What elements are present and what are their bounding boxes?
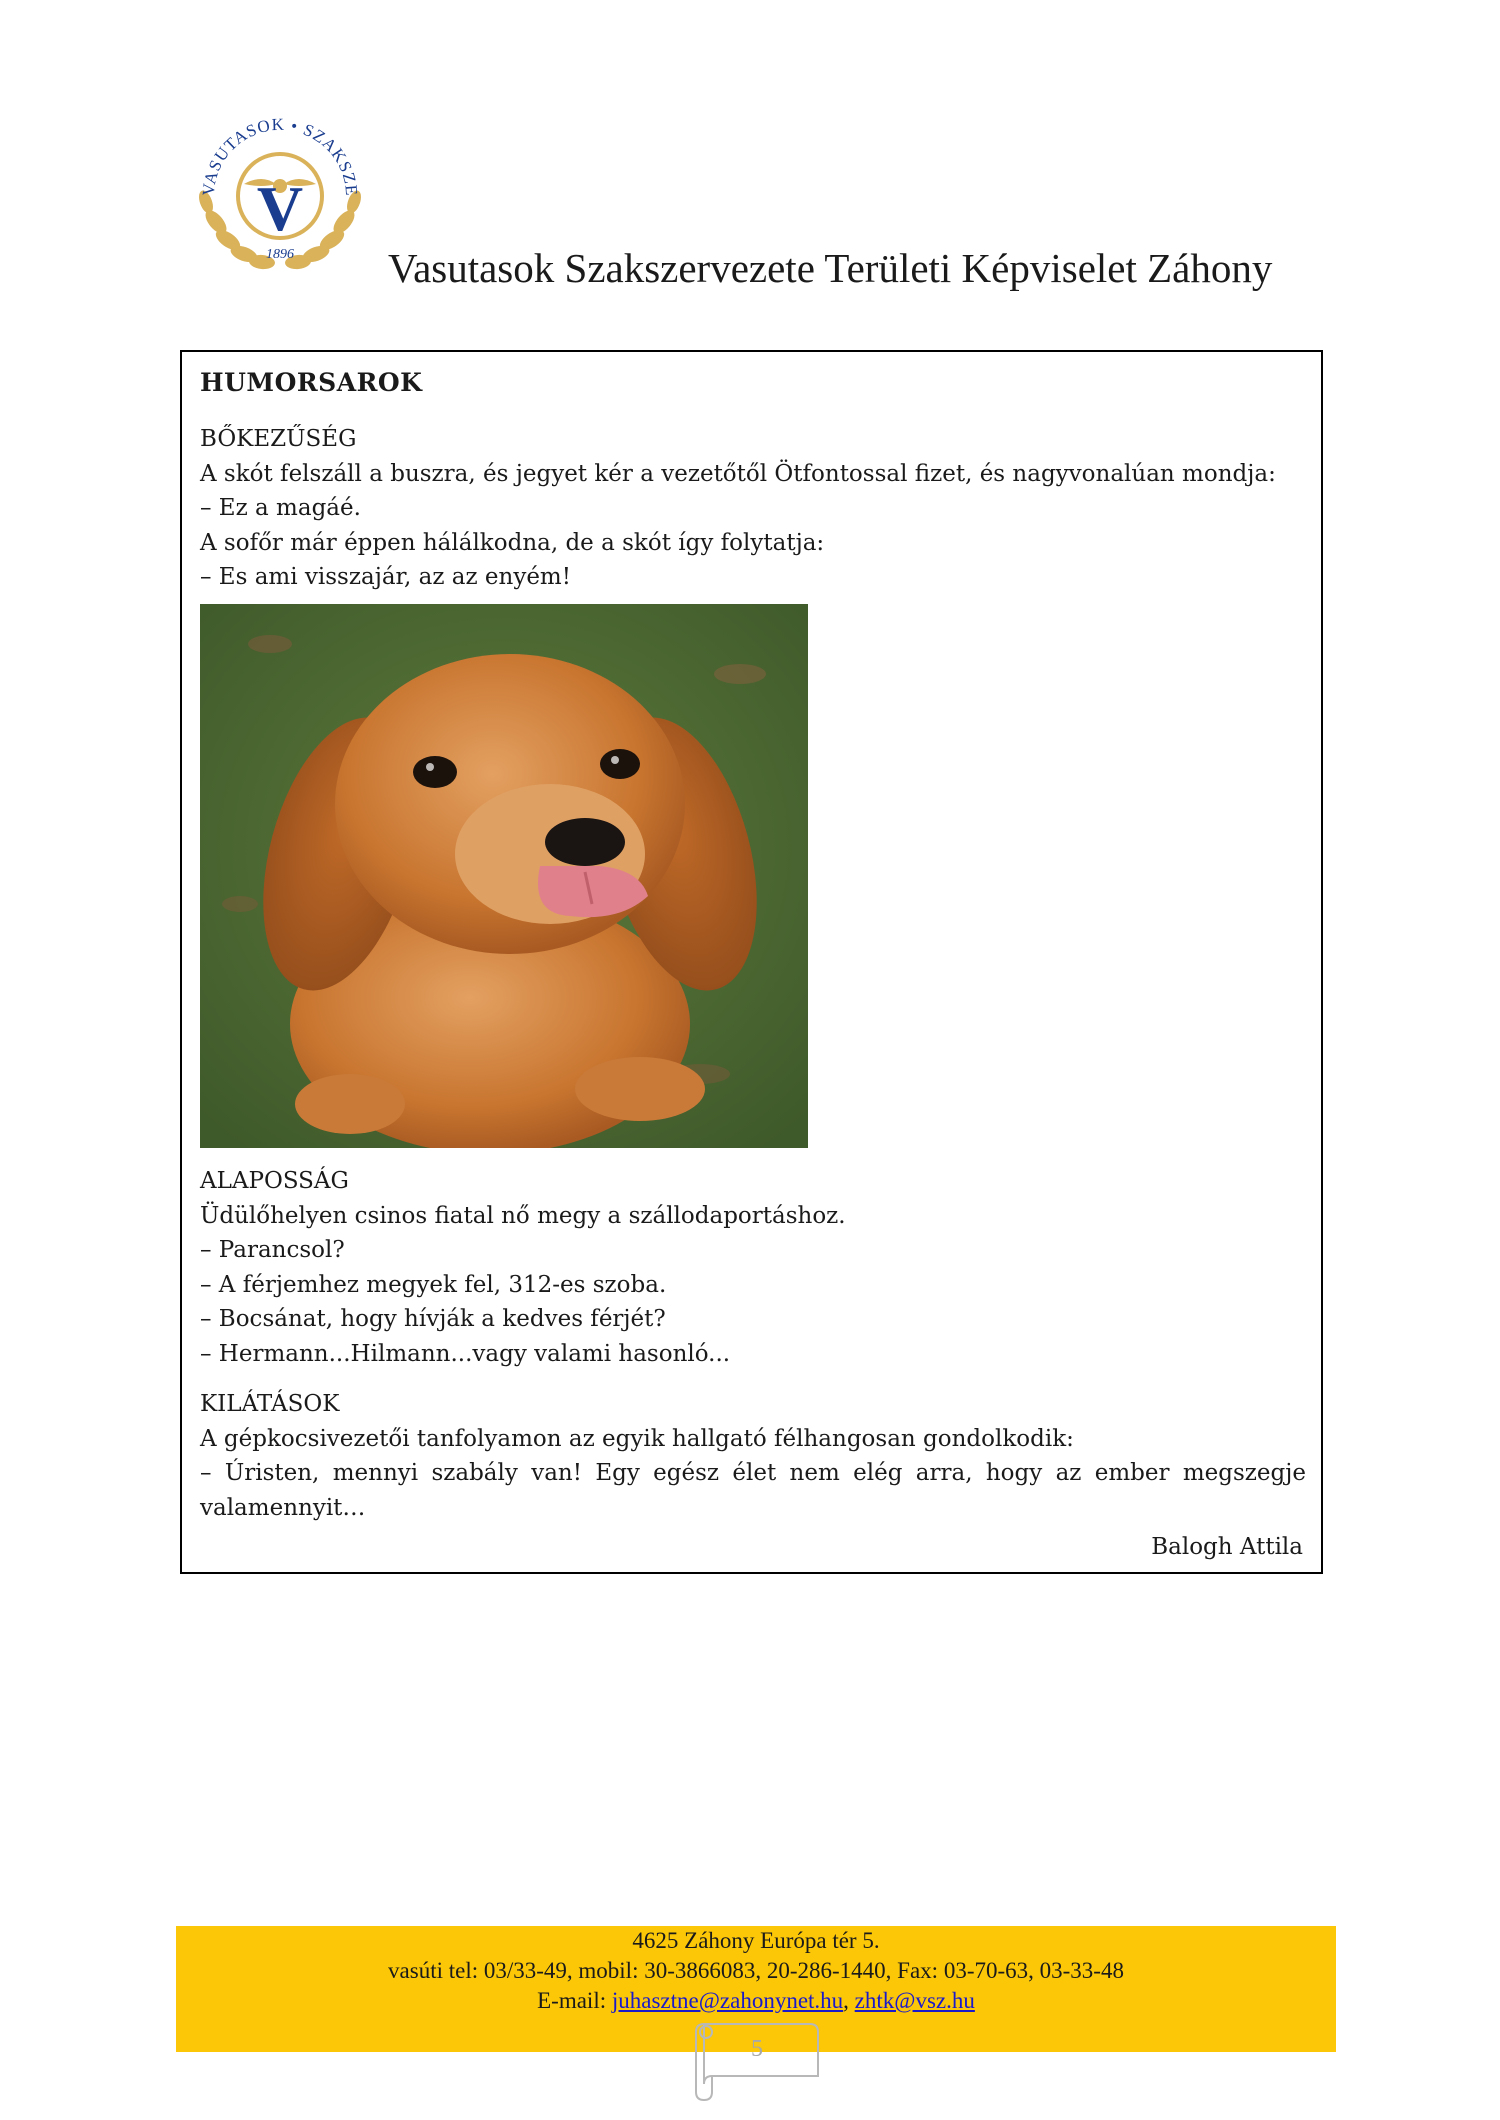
logo-year: 1896 [266,247,294,262]
page-number-scroll [690,2014,824,2104]
logo-letter: V [256,173,304,244]
text-line: – Hermann...Hilmann...vagy valami hasonló... [200,1340,731,1367]
text-line: A skót felszáll a buszra, és jegyet kér a vezetőtől Ötfontossal fizet, és nagyvonalúan mondja: [200,460,1276,487]
organization-title: Vasutasok Szakszervezete Területi Képviselet Záhony [388,245,1273,291]
email-link-1[interactable]: juhasztne@zahonynet.hu [611,1988,844,2013]
union-logo [186,92,374,280]
text-line: valamennyit… [200,1494,366,1521]
footer-address: 4625 Záhony Európa tér 5. [632,1928,880,1953]
footer-phones: vasúti tel: 03/33-49, mobil: 30-3866083, 20-286-1440, Fax: 03-70-63, 03-33-48 [388,1958,1124,1983]
text-line: A sofőr már éppen hálálkodna, de a skót így folytatja: [200,529,825,556]
text-line: A gépkocsivezetői tanfolyamon az egyik hallgató félhangosan gondolkodik: [200,1425,1074,1452]
text-line: – Bocsánat, hogy hívják a kedves férjét? [200,1306,666,1332]
text-line: – Es ami visszajár, az az enyém! [200,564,571,590]
box-heading: HUMORSAROK [200,368,423,397]
section-kilatasok [200,1387,1306,1525]
footer-email-line [176,1986,1336,2016]
page-number: 5 [751,2036,763,2062]
text-line: Üdülőhelyen csinos fiatal nő megy a szállodaportáshoz. [200,1202,846,1229]
section-title: KILÁTÁSOK [200,1391,340,1417]
email-separator: , [843,1988,849,2013]
author-signature: Balogh Attila [1151,1534,1303,1560]
text-line: – A férjemhez megyek fel, 312-es szoba. [200,1271,667,1298]
humor-corner-box [180,350,1323,1574]
section-alapossag [200,1164,1306,1371]
text-line: – Ez a magáé. [200,495,361,521]
section-title: BŐKEZŰSÉG [200,426,357,452]
section-bokezuseg [200,422,1306,595]
text-line: – Parancsol? [200,1237,345,1263]
section-title: ALAPOSSÁG [200,1168,349,1194]
text-line: – Úristen, mennyi szabály van! Egy egész élet nem elég arra, hogy az ember megszegje [200,1460,1306,1486]
email-label: E-mail: [537,1988,607,2013]
logo-ring-text: VASUTASOK • SZAKSZE [198,114,362,197]
puppy-photo [200,604,808,1148]
email-link-2[interactable]: zhtk@vsz.hu [854,1988,975,2013]
